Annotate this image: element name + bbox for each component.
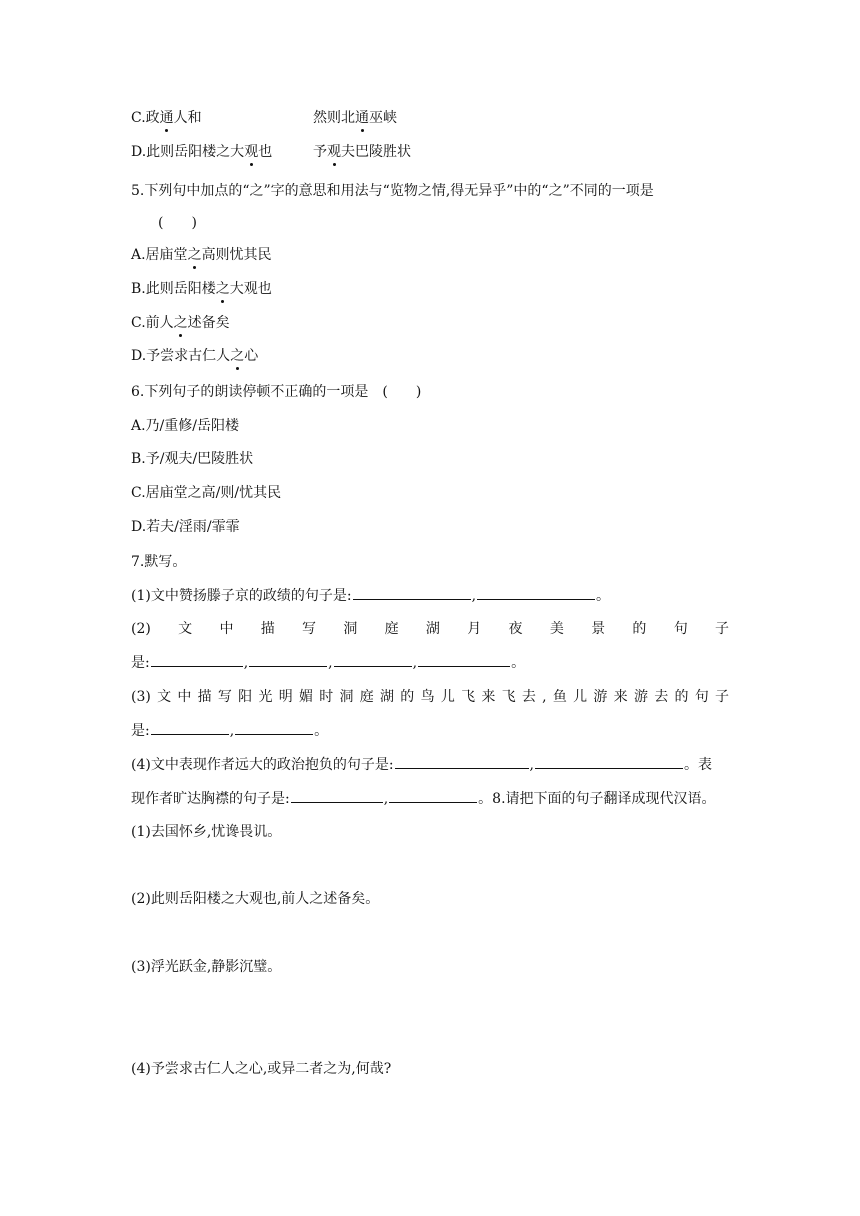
emphasis-dot-char: 观 (327, 144, 341, 160)
emphasis-dot-char: 之 (230, 348, 245, 364)
emphasis-dot-char: 之 (215, 281, 230, 297)
q7-sub4-line2: 现作者旷达胸襟的句子是: , 。8.请把下面的句子翻译成现代汉语。 (131, 788, 716, 809)
answer-blank[interactable] (389, 788, 477, 803)
answer-blank[interactable] (235, 720, 313, 735)
answer-blank[interactable] (151, 720, 229, 735)
q6-stem: 6.下列句子的朗读停顿不正确的一项是 ( ) (131, 384, 422, 400)
q8-sentence-1: (1)去国怀乡,忧谗畏讥。 (131, 824, 282, 840)
emphasis-dot-char: 通 (159, 110, 174, 126)
answer-blank[interactable] (334, 652, 412, 667)
q8-sentence-2: (2)此则岳阳楼之大观也,前人之述备矣。 (131, 891, 380, 907)
q7-sub2-line1: (2) 文 中 描 写 洞 庭 湖 月 夜 美 景 的 句 子 (131, 621, 729, 637)
q7-sub1: (1)文中赞扬滕子京的政绩的句子是: , 。 (131, 585, 610, 606)
q5-option-c: C.前人之述备矣 (131, 315, 230, 331)
emphasis-dot-char: 之 (187, 247, 202, 263)
q7-sub2-line2: 是: , , , 。 (131, 652, 525, 673)
q6-option-a: A.乃/重修/岳阳楼 (131, 418, 239, 434)
q7-sub4-line1: (4)文中表现作者远大的政治抱负的句子是: , 。表 (131, 754, 712, 775)
q8-sentence-3: (3)浮光跃金,静影沉璧。 (131, 959, 282, 975)
q6-option-b: B.予/观夫/巴陵胜状 (131, 451, 254, 467)
q6-option-d: D.若夫/淫雨/霏霏 (131, 519, 240, 535)
q4-option-c-right: 然则北通巫峡 (313, 110, 397, 126)
q4-option-d-right: 予观夫巴陵胜状 (313, 144, 411, 160)
answer-blank[interactable] (249, 652, 327, 667)
answer-blank[interactable] (395, 754, 529, 769)
q5-option-b: B.此则岳阳楼之大观也 (131, 281, 272, 297)
q4-option-c-left: C.政通人和 (131, 110, 202, 126)
answer-blank[interactable] (477, 585, 595, 600)
q5-option-a: A.居庙堂之高则忧其民 (131, 247, 272, 263)
q6-option-c: C.居庙堂之高/则/忧其民 (131, 485, 282, 501)
answer-blank[interactable] (291, 788, 383, 803)
answer-blank[interactable] (535, 754, 683, 769)
q4-option-d-left: D.此则岳阳楼之大观也 (131, 144, 273, 160)
q5-answer-paren: ( ) (158, 215, 197, 231)
q8-sentence-4: (4)予尝求古仁人之心,或异二者之为,何哉? (131, 1061, 392, 1077)
q5-stem: 5.下列句中加点的“之”字的意思和用法与“览物之情,得无异乎”中的“之”不同的一项是 (131, 183, 654, 199)
emphasis-dot-char: 之 (173, 315, 188, 331)
q7-sub3-line2: 是: , 。 (131, 720, 328, 741)
emphasis-dot-char: 通 (355, 110, 369, 126)
q7-sub3-line1: (3) 文 中 描 写 阳 光 明 媚 时 洞 庭 湖 的 鸟 儿 飞 来 飞 去 , 鱼 儿 游 来 游 去 的 句 子 (131, 689, 729, 705)
q5-option-d: D.予尝求古仁人之心 (131, 348, 259, 364)
q8-title: 8.请把下面的句子翻译成现代汉语。 (492, 791, 716, 807)
answer-blank[interactable] (151, 652, 243, 667)
answer-blank[interactable] (353, 585, 471, 600)
q7-title: 7.默写。 (131, 554, 187, 570)
emphasis-dot-char: 观 (244, 144, 259, 160)
answer-blank[interactable] (418, 652, 510, 667)
